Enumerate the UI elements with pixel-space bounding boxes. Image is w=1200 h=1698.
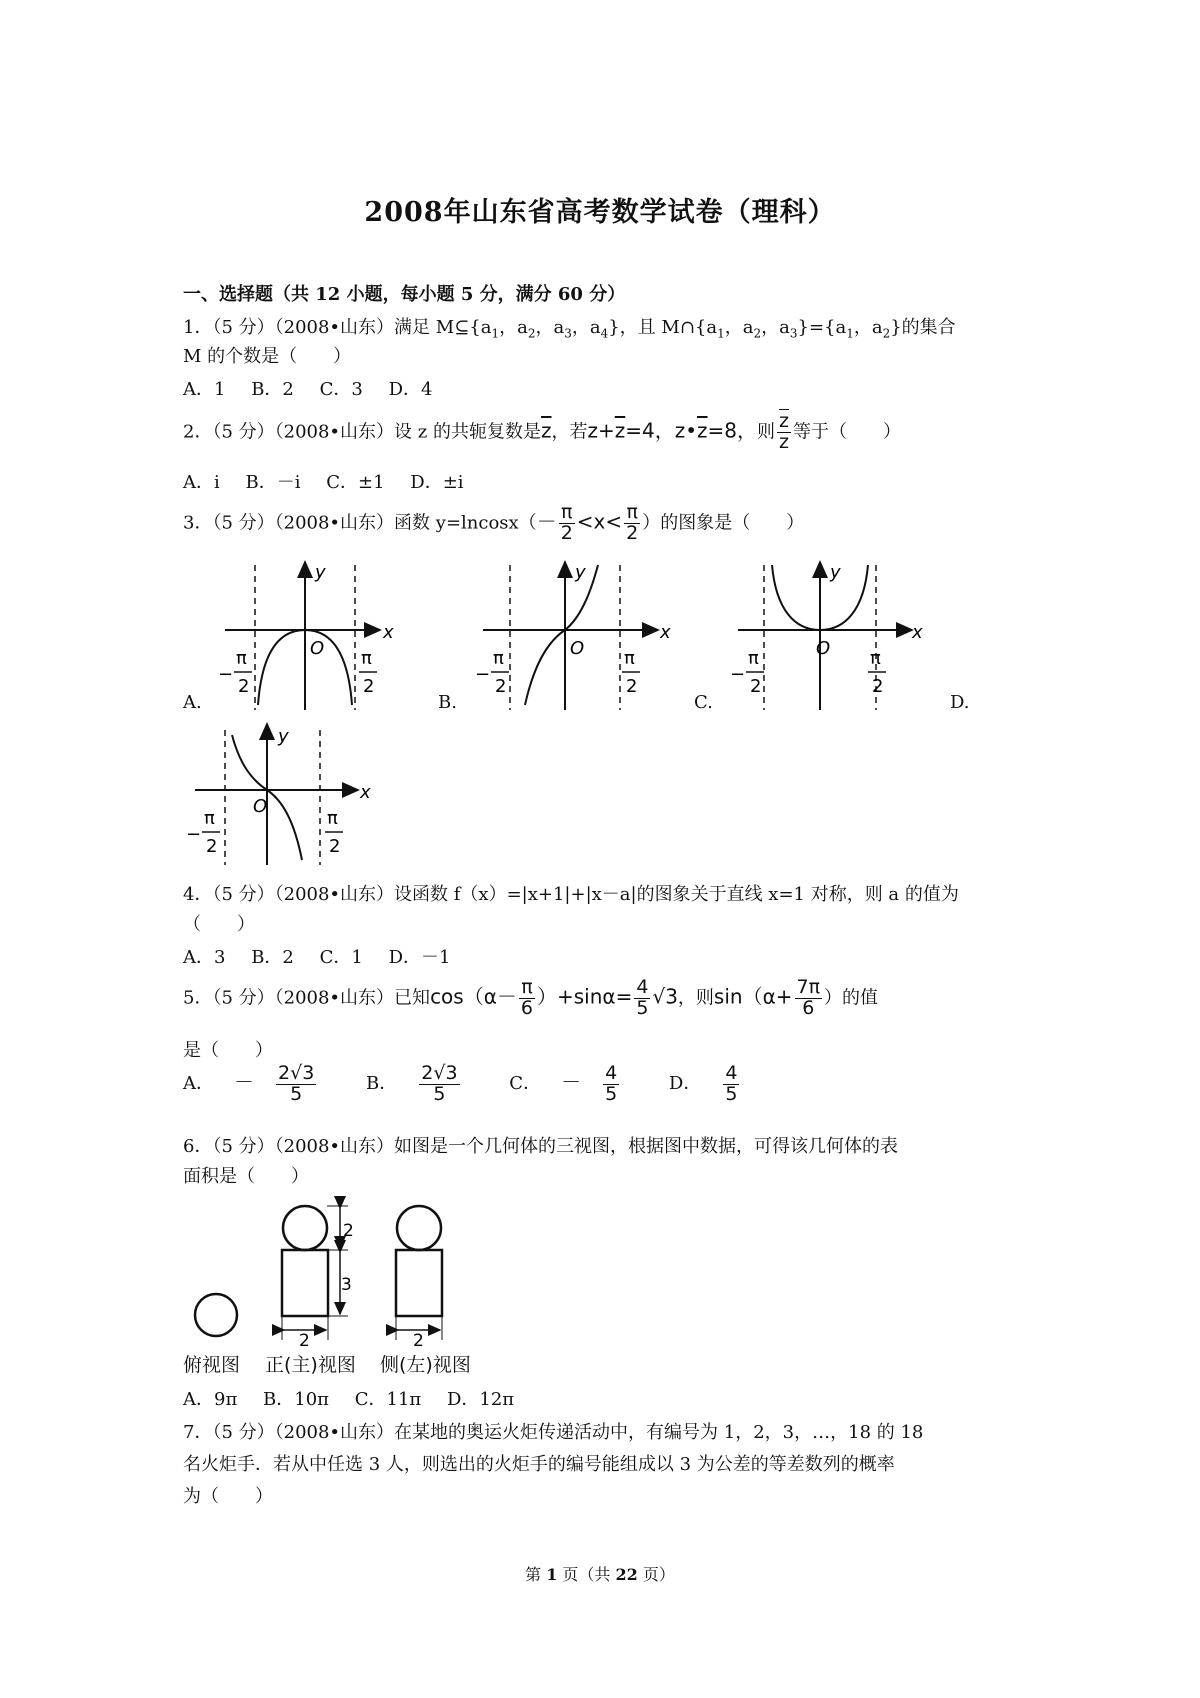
svg-text:2: 2	[206, 836, 218, 857]
svg-text:y: y	[278, 726, 289, 747]
q7-line3: 为（ ）	[183, 1486, 273, 1507]
q4-line1: 4．（5 分）（2008•山东）设函数 f（x）=|x+1|+|x－a|的图象关于直线 x=1 对称，则 a 的值为	[183, 884, 959, 905]
q1-option-c[interactable]: C．3	[319, 379, 363, 400]
q5-line1: 5．（5 分）（2008•山东）已知cos（α－ $\frac{\pi}{6}$ ）+sinα= $\frac{4}{5}$ √3，则sin（α+ $\frac{7\pi}{6}$ ）的值	[183, 976, 879, 1019]
q7-line1: 7．（5 分）（2008•山东）在某地的奥运火炬传递活动中，有编号为 1，2，3，…，18 的 18	[183, 1422, 924, 1443]
q7-line2: 名火炬手．若从中任选 3 人，则选出的火炬手的编号能组成以 3 为公差的等差数列的概率	[183, 1454, 895, 1475]
dim-top: 2	[343, 1221, 354, 1241]
svg-text:−: −	[218, 664, 234, 685]
q6-option-c[interactable]: C．11π	[354, 1389, 422, 1410]
q1-option-b[interactable]: B．2	[251, 379, 294, 400]
side-view-circle	[397, 1206, 441, 1250]
svg-text:2: 2	[329, 836, 341, 857]
q6-option-b[interactable]: B．10π	[263, 1389, 329, 1410]
q5-option-b[interactable]: B． $\frac{2√3}{5}$	[366, 1062, 458, 1105]
q5-option-c[interactable]: C． － $\frac{4}{5}$	[509, 1062, 618, 1105]
svg-text:x: x	[360, 782, 371, 803]
q6-view-side-label: 侧(左)视图	[380, 1354, 471, 1376]
svg-text:−: −	[475, 664, 491, 685]
q4-option-a[interactable]: A．3	[183, 947, 226, 968]
svg-text:π: π	[624, 648, 635, 669]
svg-text:y: y	[315, 562, 326, 583]
graph-c[interactable]	[730, 562, 923, 710]
q5-options	[183, 1064, 799, 1105]
svg-text:−: −	[186, 824, 202, 845]
q2-line1: 2．（5 分）（2008•山东）设 z 的共轭复数是$\overline{z}$，若$z+\overline{z}=4$，$z•\overline{z}=8$，则 $\frac{\overline{z}}{z}$ 等于（ ）	[183, 410, 901, 453]
svg-text:O: O	[816, 638, 831, 659]
q6-line2: 面积是（ ）	[183, 1166, 309, 1187]
svg-text:y: y	[830, 562, 841, 583]
q6-option-a[interactable]: A．9π	[183, 1389, 238, 1410]
svg-text:x: x	[660, 622, 671, 643]
q6-line1: 6．（5 分）（2008•山东）如图是一个几何体的三视图，根据图中数据，可得该几何体的表	[183, 1136, 899, 1157]
graph-a-label[interactable]: A.	[183, 692, 202, 713]
q1-option-d[interactable]: D．4	[388, 379, 433, 400]
side-view-rect	[396, 1250, 442, 1316]
svg-text:π: π	[327, 808, 338, 829]
svg-text:−: −	[730, 664, 746, 685]
q6-view-front-label: 正(主)视图	[265, 1354, 356, 1376]
graph-a[interactable]	[218, 562, 394, 710]
svg-text:π: π	[870, 648, 881, 669]
q6-options	[183, 1385, 534, 1411]
front-view-circle	[283, 1206, 327, 1250]
q4-option-b[interactable]: B．2	[251, 947, 294, 968]
q5-option-d[interactable]: D． $\frac{4}{5}$	[668, 1062, 738, 1105]
q6-view-top-label: 俯视图	[183, 1354, 241, 1376]
svg-text:π: π	[236, 648, 247, 669]
dim-w2: 2	[413, 1331, 424, 1351]
svg-text:π: π	[493, 648, 504, 669]
graph-d[interactable]	[186, 724, 371, 865]
q4-line2: （ ）	[183, 914, 255, 935]
q5-line2: 是（ ）	[183, 1040, 273, 1061]
page-title: 2008年山东省高考数学试卷（理科）	[364, 197, 836, 228]
page-footer: 第 1 页（共 22 页）	[525, 1565, 675, 1584]
top-view-circle	[195, 1294, 237, 1336]
q4-options	[183, 943, 470, 969]
q4-option-d[interactable]: D．－1	[388, 947, 451, 968]
dim-w1: 2	[299, 1331, 310, 1351]
q3-line1: 3．（5 分）（2008•山东）函数 y=lncosx（－ $\frac{\pi}{2}$ <x< $\frac{\pi}{2}$ ）的图象是（ ）	[183, 501, 805, 544]
q2-option-d[interactable]: D．±i	[410, 472, 464, 493]
svg-text:2: 2	[750, 676, 762, 697]
svg-text:π: π	[204, 808, 215, 829]
graph-c-label[interactable]: C.	[694, 692, 713, 713]
page-total: 22	[615, 1565, 638, 1584]
q6-option-d[interactable]: D．12π	[446, 1389, 515, 1410]
svg-text:O: O	[310, 638, 325, 659]
q6-three-views	[195, 1206, 442, 1351]
q2-fraction: $\frac{\overline{z}}{z}$	[779, 410, 789, 453]
q2-option-c[interactable]: C．±1	[326, 472, 385, 493]
svg-text:π: π	[748, 648, 759, 669]
dim-mid: 3	[341, 1275, 352, 1295]
section-heading: 一、选择题（共 12 小题，每小题 5 分，满分 60 分）	[183, 284, 626, 305]
q1-line1: 1．（5 分）（2008•山东）满足 $M⊆\{a_1$，$a_2$，$a_3$，$a_4$}，且 $M\cap\{a_1$，$a_2$，$a_3\}=\{a_1$，$a_2$}的集合	[183, 317, 956, 341]
q4-option-c[interactable]: C．1	[319, 947, 363, 968]
front-view-rect	[282, 1250, 328, 1316]
svg-text:O: O	[253, 796, 268, 817]
svg-text:y: y	[575, 562, 586, 583]
svg-text:2: 2	[495, 676, 507, 697]
graph-b-label[interactable]: B.	[438, 692, 457, 713]
svg-text:x: x	[912, 622, 923, 643]
graph-d-label[interactable]: D.	[950, 692, 970, 713]
q2-option-a[interactable]: A．i	[183, 472, 220, 493]
q2-option-b[interactable]: B．－i	[245, 472, 301, 493]
page-number: 1	[546, 1565, 558, 1584]
svg-text:2: 2	[626, 676, 638, 697]
svg-text:2: 2	[872, 676, 884, 697]
svg-text:2: 2	[238, 676, 250, 697]
svg-text:O: O	[570, 638, 585, 659]
q5-option-a[interactable]: A． － $\frac{2√3}{5}$	[183, 1062, 315, 1105]
q1-line2: M 的个数是（ ）	[183, 346, 352, 367]
q1-option-a[interactable]: A．1	[183, 379, 226, 400]
svg-text:x: x	[383, 622, 394, 643]
svg-text:π: π	[361, 648, 372, 669]
graph-b[interactable]	[475, 562, 671, 710]
svg-text:2: 2	[363, 676, 375, 697]
